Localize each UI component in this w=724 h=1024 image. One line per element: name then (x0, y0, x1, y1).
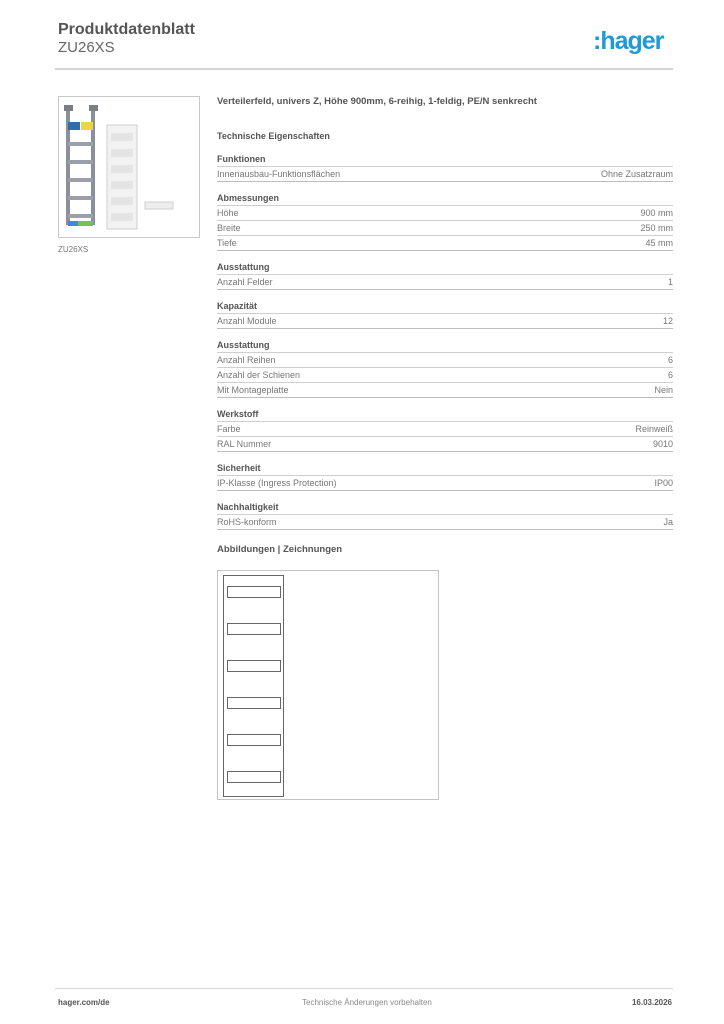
section-title: Abmessungen (217, 192, 673, 206)
row-label: RAL Nummer (217, 439, 272, 449)
footer-notice: Technische Änderungen vorbehalten (302, 998, 432, 1007)
row-value: 45 mm (645, 238, 673, 248)
row-value: 250 mm (640, 223, 673, 233)
table-row (217, 476, 673, 491)
table-row (217, 275, 673, 290)
section-title: Ausstattung (217, 339, 673, 353)
header-divider (55, 68, 673, 70)
footer-website-link[interactable]: hager.com/de (58, 998, 110, 1007)
table-row (217, 368, 673, 383)
figures-heading: Abbildungen | Zeichnungen (217, 544, 343, 555)
article-number: ZU26XS (58, 39, 115, 56)
row-value: 1 (667, 277, 673, 287)
table-row (217, 515, 673, 530)
row-label: Anzahl Module (217, 316, 277, 326)
table-row (217, 206, 673, 221)
row-label: IP-Klasse (Ingress Protection) (217, 478, 337, 488)
row-label: Anzahl Felder (217, 277, 273, 287)
row-value: 6 (667, 355, 673, 365)
row-label: Mit Montageplatte (217, 385, 289, 395)
drawing-row-slot (227, 586, 281, 598)
technical-drawing (217, 570, 439, 800)
table-row (217, 221, 673, 236)
table-row (217, 236, 673, 251)
section-werkstoff (217, 408, 673, 452)
table-row (217, 383, 673, 398)
drawing-row-slot (227, 697, 281, 709)
row-value: Ja (663, 517, 673, 527)
row-value: 6 (667, 370, 673, 380)
table-row (217, 437, 673, 452)
row-value: Ohne Zusatzraum (600, 169, 673, 179)
row-label: Höhe (217, 208, 239, 218)
product-details (217, 96, 673, 560)
section-funktionen (217, 153, 673, 182)
section-title: Nachhaltigkeit (217, 501, 673, 515)
footer-divider (55, 988, 673, 989)
table-row (217, 422, 673, 437)
section-abmessungen (217, 192, 673, 251)
table-row (217, 353, 673, 368)
section-title: Kapazität (217, 300, 673, 314)
section-ausstattung (217, 261, 673, 290)
section-nachhaltigkeit (217, 501, 673, 530)
row-value: 9010 (652, 439, 673, 449)
row-value: 12 (662, 316, 673, 326)
section-title: Werkstoff (217, 408, 673, 422)
technical-heading: Technische Eigenschaften (217, 131, 330, 141)
section-title: Funktionen (217, 153, 673, 167)
row-label: Breite (217, 223, 241, 233)
drawing-row-slot (227, 734, 281, 746)
drawing-frame (223, 575, 284, 797)
drawing-row-slot (227, 660, 281, 672)
document-title: Produktdatenblatt (58, 21, 195, 38)
section-title: Ausstattung (217, 261, 673, 275)
section-sicherheit (217, 462, 673, 491)
row-value: Reinweiß (635, 424, 673, 434)
table-row (217, 314, 673, 329)
product-image-caption: ZU26XS (58, 245, 89, 254)
row-label: Anzahl der Schienen (217, 370, 301, 380)
product-photo-icon (59, 97, 199, 237)
table-row (217, 167, 673, 182)
row-value: 900 mm (640, 208, 673, 218)
row-label: Innenausbau-Funktionsflächen (217, 169, 341, 179)
section-ausstattung-2 (217, 339, 673, 398)
drawing-row-slot (227, 771, 281, 783)
row-label: Farbe (217, 424, 241, 434)
section-title: Sicherheit (217, 462, 673, 476)
section-kapazitaet (217, 300, 673, 329)
row-label: Anzahl Reihen (217, 355, 276, 365)
product-description: Verteilerfeld, univers Z, Höhe 900mm, 6-reihig, 1-feldig, PE/N senkrecht (217, 96, 537, 107)
row-value: Nein (654, 385, 673, 395)
footer-date: 16.03.2026 (631, 998, 672, 1007)
row-label: RoHS-konform (217, 517, 277, 527)
row-value: IP00 (654, 478, 673, 488)
hager-logo: :hager (593, 27, 664, 55)
drawing-row-slot (227, 623, 281, 635)
row-label: Tiefe (217, 238, 237, 248)
product-image (58, 96, 200, 238)
